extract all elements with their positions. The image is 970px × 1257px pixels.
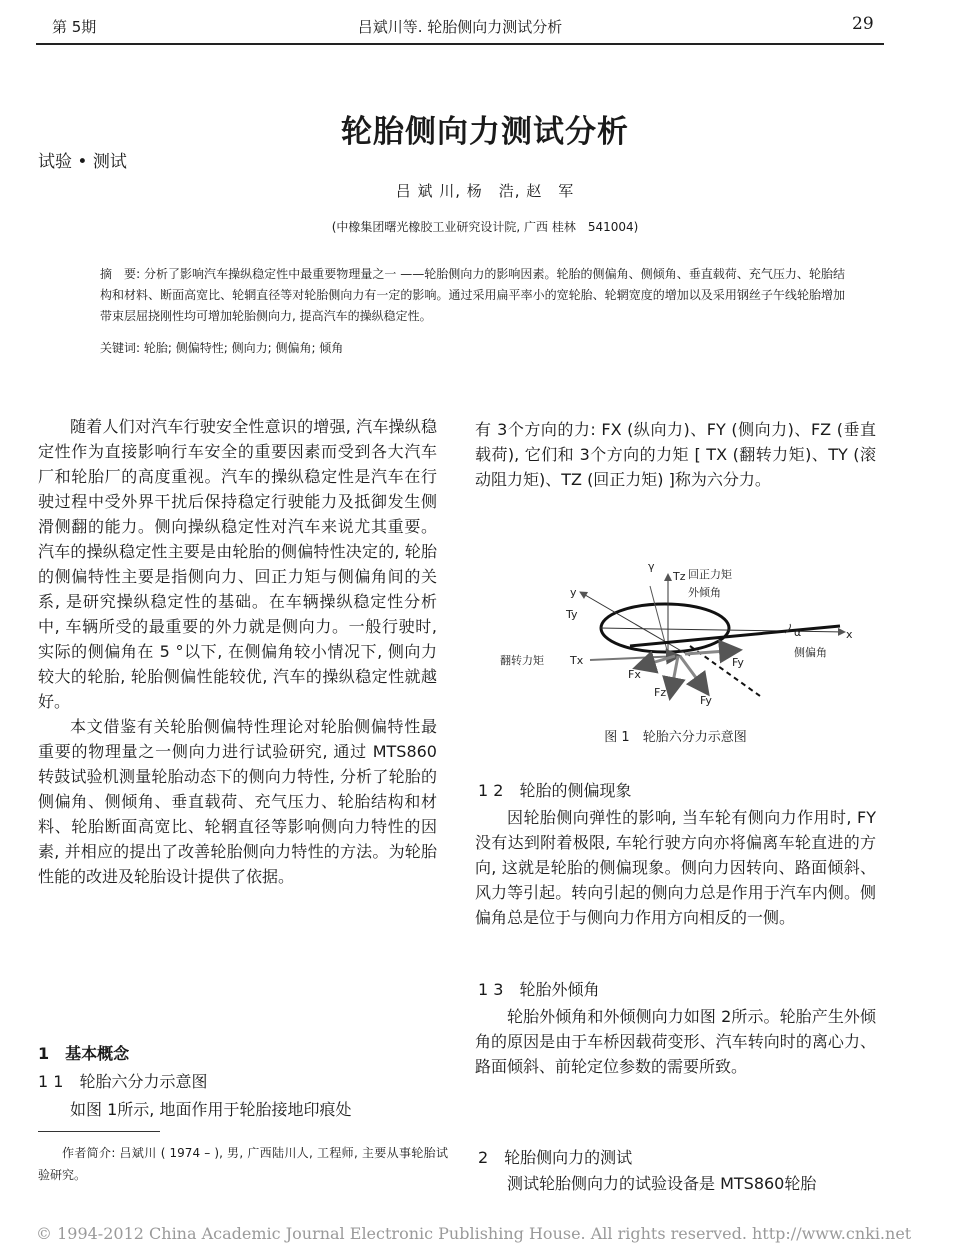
intro-paragraph-1: 随着人们对汽车行驶安全性意识的增强, 汽车操纵稳定性作为直接影响行车安全的重要因素而受到各大汽车厂和轮胎厂的高度重视。汽车的操纵稳定性是汽车在行驶过程中受外界干扰后保持稳定行驶能力及抵御发生侧滑侧翻的能力。侧向操纵稳定性对汽车来说尤其重要。汽车的操纵稳定性主要是由轮胎的侧偏特性决定的, 轮胎的侧偏特性主要是指侧向力、回正力矩与侧偏角间的关系, 是研究操纵稳定性的基础。在车辆操纵稳定性分析中, 车辆所受的最重要的外力就是侧向力。一般行驶时, 实际的侧偏角在 5 °以下, 在侧偏角较小情况下, 侧向力较大的轮胎, 轮胎侧偏性能较优, 汽车的操纵稳定性就越好。 bbox=[38, 417, 437, 711]
label-slip-angle: 侧偏角 bbox=[794, 646, 827, 659]
page-number: 29 bbox=[852, 14, 874, 34]
figure-1 bbox=[500, 556, 860, 716]
figure-1-caption: 图 1 轮胎六分力示意图 bbox=[604, 730, 747, 745]
intro-paragraph-2: 本文借鉴有关轮胎侧偏特性理论对轮胎侧偏特性最重要的物理量之一侧向力进行试验研究, 通过 MTS860转鼓试验机测量轮胎动态下的侧向力特性, 分析了轮胎的侧偏角、侧倾角、垂直载荷、充气压力、轮胎结构和材料、轮胎断面高宽比、轮辋直径等影响侧向力特性的因素, 并相应的提出了改善轮胎侧向力特性的方法。为轮胎性能的改进及轮胎设计提供了依据。 bbox=[38, 717, 437, 886]
issue-number: 第 5期 bbox=[52, 18, 97, 36]
label-tz: Tz bbox=[673, 570, 686, 583]
section-1-3-text bbox=[475, 1004, 876, 1079]
article-title: 轮胎侧向力测试分析 bbox=[341, 114, 629, 150]
label-tx: Tx bbox=[570, 654, 584, 667]
paragraph-figure-intro: 如图 1所示, 地面作用于轮胎接地印痕处 bbox=[70, 1100, 352, 1119]
footnote-rule bbox=[38, 1131, 160, 1132]
label-overturning: 翻转力矩 bbox=[500, 654, 544, 667]
section-1-2-heading: 1 2 轮胎的侧偏现象 bbox=[478, 781, 632, 800]
tire-six-forces-diagram bbox=[500, 556, 860, 716]
label-fy-right: Fy bbox=[732, 656, 744, 669]
running-title: 吕斌川等. 轮胎侧向力测试分析 bbox=[357, 18, 563, 36]
copyright-footer: © 1994-2012 China Academic Journal Electronic Publishing House. All rights reserved. http://www.cnki.net bbox=[36, 1224, 912, 1243]
test-equipment-paragraph: 测试轮胎侧向力的试验设备是 MTS860轮胎 bbox=[507, 1174, 817, 1193]
section-1-3-heading: 1 3 轮胎外倾角 bbox=[478, 980, 600, 999]
author-footnote: 作者简介: 吕斌川 ( 1974 – ), 男, 广西陆川人, 工程师, 主要从事轮胎试验研究。 bbox=[38, 1146, 448, 1182]
keywords-text: 轮胎; 侧偏特性; 侧向力; 侧偏角; 倾角 bbox=[143, 341, 344, 355]
abstract-label: 摘 要: bbox=[100, 267, 141, 281]
keywords-label: 关键词: bbox=[100, 341, 141, 355]
abstract bbox=[100, 264, 845, 327]
authors: 吕 斌 川, 杨 浩, 赵 军 bbox=[395, 182, 575, 200]
section-1-2-text bbox=[475, 805, 876, 930]
left-column bbox=[38, 414, 437, 889]
abstract-text: 分析了影响汽车操纵稳定性中最重要物理量之一 ——轮胎侧向力的影响因素。轮胎的侧偏角、侧倾角、垂直载荷、充气压力、轮胎结构和材料、断面高宽比、轮辋直径等对轮胎侧向力有一定的影响。通过采用扁平率小的宽轮胎、轮辋宽度的增加以及采用钢丝子午线轮胎增加带束层屈挠刚性均可增加轮胎侧向力, 提高汽车的操纵稳定性。 bbox=[100, 267, 845, 323]
section-2-heading: 2 轮胎侧向力的测试 bbox=[478, 1148, 633, 1167]
header-rule bbox=[36, 43, 884, 45]
column-label: 试验 • 测试 bbox=[38, 152, 127, 172]
section-1-heading: 1 基本概念 bbox=[38, 1044, 130, 1063]
six-forces-paragraph: 有 3个方向的力: FX (纵向力)、FY (侧向力)、FZ (垂直载荷), 它们和 3个方向的力矩 [ TX (翻转力矩)、TY (滚动阻力矩)、TZ (回正力矩) ]称为六分力。 bbox=[475, 420, 876, 489]
label-gamma: γ bbox=[648, 560, 655, 573]
keywords bbox=[100, 338, 845, 359]
label-restoring-torque: 回正力矩 bbox=[688, 568, 732, 581]
label-y: y bbox=[570, 586, 577, 599]
label-fy-lower: Fy bbox=[700, 694, 712, 707]
affiliation: (中橡集团曙光橡胶工业研究设计院, 广西 桂林 541004) bbox=[331, 220, 639, 234]
camber-paragraph: 轮胎外倾角和外倾侧向力如图 2所示。轮胎产生外倾角的原因是由于车桥因载荷变形、汽车转向时的离心力、路面倾斜、前轮定位参数的需要所致。 bbox=[475, 1007, 876, 1076]
label-fz: Fz bbox=[654, 686, 667, 699]
right-column-top bbox=[475, 417, 876, 492]
label-camber: 外倾角 bbox=[688, 586, 721, 599]
section-1-1-text bbox=[38, 1097, 437, 1122]
label-ty: Ty bbox=[566, 608, 578, 621]
label-fx: Fx bbox=[628, 668, 641, 681]
fy-arrow-1 bbox=[680, 656, 708, 694]
section-1-1-heading: 1 1 轮胎六分力示意图 bbox=[38, 1072, 208, 1091]
label-alpha: α bbox=[794, 626, 802, 639]
section-2-text bbox=[475, 1171, 876, 1196]
label-x: x bbox=[846, 628, 853, 641]
side-slip-paragraph: 因轮胎侧向弹性的影响, 当车轮有侧向力作用时, FY 没有达到附着极限, 车轮行驶方向亦将偏离车轮直进的方向, 这就是轮胎的侧偏现象。侧向力因转向、路面倾斜、风力等引起。转向引起的侧向力总是作用于汽车内侧。侧偏角总是位于与侧向力作用方向相反的一侧。 bbox=[475, 808, 876, 927]
fz-arrow bbox=[670, 656, 678, 698]
